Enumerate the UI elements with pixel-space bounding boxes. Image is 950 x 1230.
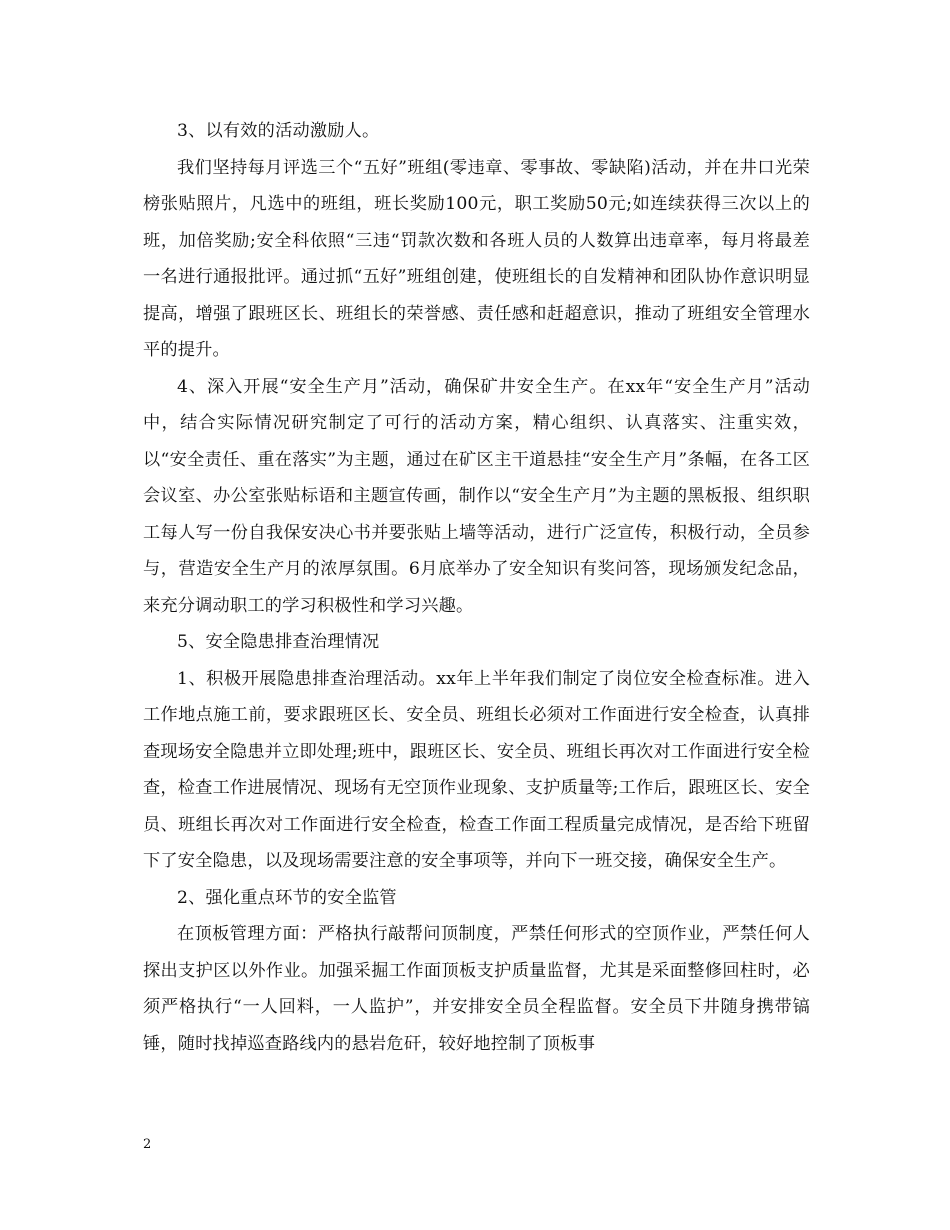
document-body <box>143 113 810 1062</box>
paragraph: 3、以有效的活动激励人。 <box>177 121 380 141</box>
paragraph: 在顶板管理方面：严格执行敲帮问顶制度，严禁任何形式的空顶作业，严禁任何人探出支护区以外作业。加强采掘工作面顶板支护质量监督，尤其是采面整修回柱时，必须严格执行“一人回料，一人监护”，并安排安全员全程监督。安全员下井随身携带镐锤，随时找掉巡查路线内的悬岩危矸，较好地控制了顶板事 <box>143 924 810 1054</box>
paragraph: 2、强化重点环节的安全监管 <box>177 887 397 908</box>
paragraph: 4、深入开展“安全生产月”活动，确保矿井安全生产。在xx年“安全生产月”活动中，结合实际情况研究制定了可行的活动方案，精心组织、认真落实、注重实效，以“安全责任、重在落实”为主题，通过在矿区主干道悬挂“安全生产月”条幅，在各工区会议室、办公室张贴标语和主题宣传画，制作以“安全生产月”为主题的黑板报、组织职工每人写一份自我保安决心书并要张贴上墙等活动，进行广泛宣传，积极行动，全员参与，营造安全生产月的浓厚氛围。6月底举办了安全知识有奖问答，现场颁发纪念品，来充分调动职工的学习积极性和学习兴趣。 <box>143 376 810 616</box>
paragraph: 我们坚持每月评选三个“五好”班组(零违章、零事故、零缺陷)活动，并在井口光荣榜张贴照片，凡选中的班组，班长奖励100元，职工奖励50元;如连续获得三次以上的班，加倍奖励;安全科依照“三违“罚款次数和各班人员的人数算出违章率，每月将最差一名进行通报批评。通过抓“五好”班组创建，使班组长的自发精神和团队协作意识明显提高，增强了跟班区长、班组长的荣誉感、责任感和赶超意识，推动了班组安全管理水平的提升。 <box>143 157 810 360</box>
page-number: 2 <box>143 1137 152 1152</box>
paragraph: 1、积极开展隐患排查治理活动。xx年上半年我们制定了岗位安全检查标准。进入工作地点施工前，要求跟班区长、安全员、班组长必须对工作面进行安全检查，认真排查现场安全隐患并立即处理;班中，跟班区长、安全员、班组长再次对工作面进行安全检查，检查工作进展情况、现场有无空顶作业现象、支护质量等;工作后，跟班区长、安全员、班组长再次对工作面进行安全检查，检查工作面工程质量完成情况，是否给下班留下了安全隐患，以及现场需要注意的安全事项等，并向下一班交接，确保安全生产。 <box>143 668 810 871</box>
paragraph: 5、安全隐患排查治理情况 <box>177 632 380 652</box>
